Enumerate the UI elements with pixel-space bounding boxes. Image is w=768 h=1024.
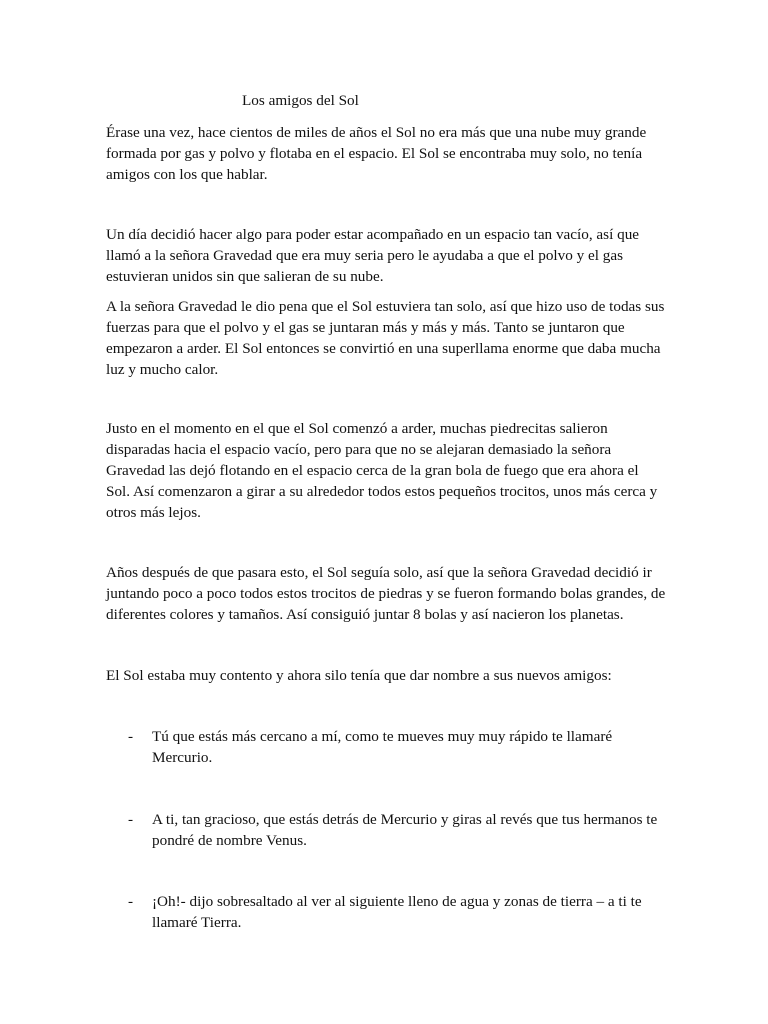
- document-title: Los amigos del Sol: [242, 92, 359, 109]
- paragraph-line: Gravedad las dejó flotando en el espacio cerca de la gran bola de fuego que era ahora el: [106, 462, 639, 479]
- paragraph-2: [106, 224, 666, 287]
- paragraph-5: [106, 562, 666, 625]
- paragraph-line: empezaron a arder. El Sol entonces se convirtió en una superllama enorme que daba mucha: [106, 340, 661, 357]
- paragraph-line: Años después de que pasara esto, el Sol seguía solo, así que la señora Gravedad decidió ir: [106, 564, 652, 581]
- paragraph-line: Sol. Así comenzaron a girar a su alrededor todos estos pequeños trocitos, unos más cerca y: [106, 483, 658, 500]
- paragraph-line: disparadas hacia el espacio vacío, pero para que no se alejaran demasiado la señora: [106, 441, 612, 458]
- paragraph-line: Justo en el momento en el que el Sol comenzó a arder, muchas piedrecitas salieron: [106, 420, 608, 437]
- paragraph-line: A la señora Gravedad le dio pena que el Sol estuviera tan solo, así que hizo uso de todas sus: [106, 298, 665, 315]
- list-item-line: A ti, tan gracioso, que estás detrás de Mercurio y giras al revés que tus hermanos te: [152, 811, 658, 828]
- list-item-line: Mercurio.: [152, 749, 213, 766]
- paragraph-3: [106, 296, 666, 380]
- list-item-text: [152, 726, 668, 768]
- paragraph-6: [106, 665, 666, 686]
- list-item-line: pondré de nombre Venus.: [152, 832, 307, 849]
- list-item-text: [152, 891, 668, 933]
- paragraph-line: juntando poco a poco todos estos trocitos de piedras y se fueron formando bolas grandes, de: [106, 585, 666, 602]
- paragraph-line: otros más lejos.: [106, 504, 201, 521]
- list-item-line: ¡Oh!- dijo sobresaltado al ver al siguiente lleno de agua y zonas de tierra – a ti te: [152, 893, 642, 910]
- paragraph-line: formada por gas y polvo y flotaba en el espacio. El Sol se encontraba muy solo, no tenía: [106, 145, 643, 162]
- paragraph-line: Un día decidió hacer algo para poder estar acompañado en un espacio tan vacío, así que: [106, 226, 640, 243]
- list-item-line: Tú que estás más cercano a mí, como te mueves muy muy rápido te llamaré: [152, 728, 613, 745]
- paragraph-line: El Sol estaba muy contento y ahora silo tenía que dar nombre a sus nuevos amigos:: [106, 667, 612, 684]
- paragraph-line: amigos con los que hablar.: [106, 166, 268, 183]
- paragraph-line: diferentes colores y tamaños. Así consiguió juntar 8 bolas y así nacieron los planetas.: [106, 606, 624, 623]
- list-item-line: llamaré Tierra.: [152, 914, 242, 931]
- paragraph-4: [106, 418, 666, 523]
- paragraph-1: [106, 122, 666, 185]
- paragraph-line: estuvieran unidos sin que salieran de su nube.: [106, 268, 384, 285]
- paragraph-line: fuerzas para que el polvo y el gas se juntaran más y más y más. Tanto se juntaron que: [106, 319, 625, 336]
- paragraph-line: luz y mucho calor.: [106, 361, 219, 378]
- list-bullet: -: [128, 728, 134, 745]
- paragraph-line: Érase una vez, hace cientos de miles de años el Sol no era más que una nube muy grande: [106, 124, 647, 141]
- list-bullet: -: [128, 893, 134, 910]
- paragraph-line: llamó a la señora Gravedad que era muy seria pero le ayudaba a que el polvo y el gas: [106, 247, 624, 264]
- list-bullet: -: [128, 811, 134, 828]
- list-item-text: [152, 809, 668, 851]
